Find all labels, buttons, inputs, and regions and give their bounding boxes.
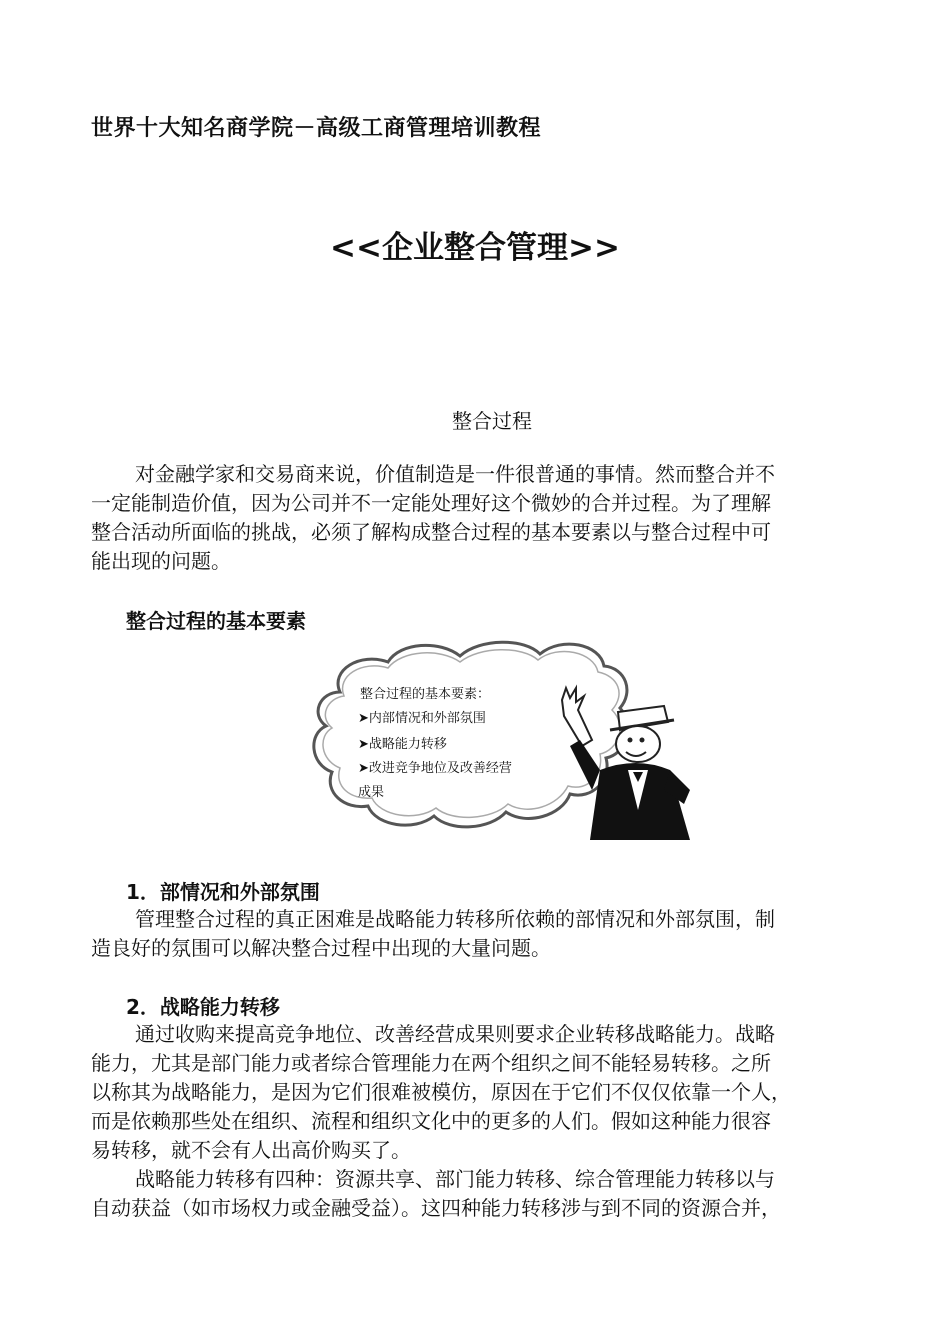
section2-heading: 2．战略能力转移 [126,995,280,1019]
cloud-illustration [300,630,700,850]
section2-paragraph [91,1020,861,1223]
section2-line: 通过收购来提高竞争地位、改善经营成果则要求企业转移战略能力。战略 [135,1022,775,1046]
cloud-item: ➤内部情况和外部氛围 [358,711,486,726]
section2-line: 自动获益（如市场权力或金融受益）。这四种能力转移涉与到不同的资源合并， [91,1196,781,1220]
section2-line: 以称其为战略能力，是因为它们很难被模仿，原因在于它们不仅仅依靠一个人， [91,1080,791,1104]
cloud-item: ➤战略能力转移 [358,737,447,752]
document-header: 世界十大知名商学院－高级工商管理培训教程 [91,116,542,141]
section2-line: 而是依赖那些处在组织、流程和组织文化中的更多的人们。假如这种能力很容 [91,1109,771,1133]
section-subtitle: 整合过程 [452,409,532,433]
section1-paragraph [91,905,861,963]
intro-line: 一定能制造价值，因为公司并不一定能处理好这个微妙的合并过程。为了理解 [91,491,771,515]
elements-heading: 整合过程的基本要素 [126,609,306,633]
cloud-heading: 整合过程的基本要素： [360,687,491,702]
intro-line: 能出现的问题。 [91,549,231,573]
intro-paragraph [91,460,861,576]
section1-heading: 1．部情况和外部氛围 [126,880,320,904]
cloud-item: 成果 [358,785,385,800]
intro-line: 整合活动所面临的挑战，必须了解构成整合过程的基本要素以与整合过程中可 [91,520,771,544]
section2-line: 易转移，就不会有人出高价购买了。 [91,1138,411,1162]
section1-line: 管理整合过程的真正困难是战略能力转移所依赖的部情况和外部氛围，制 [135,907,775,931]
section2-line: 战略能力转移有四种：资源共享、部门能力转移、综合管理能力转移以与 [135,1167,775,1191]
document-title: <<企业整合管理>> [330,230,620,266]
cloud-item: ➤改进竞争地位及改善经营 [358,761,512,776]
section1-line: 造良好的氛围可以解决整合过程中出现的大量问题。 [91,936,551,960]
intro-line: 对金融学家和交易商来说，价值制造是一件很普通的事情。然而整合并不 [135,462,775,486]
section2-line: 能力，尤其是部门能力或者综合管理能力在两个组织之间不能轻易转移。之所 [91,1051,771,1075]
